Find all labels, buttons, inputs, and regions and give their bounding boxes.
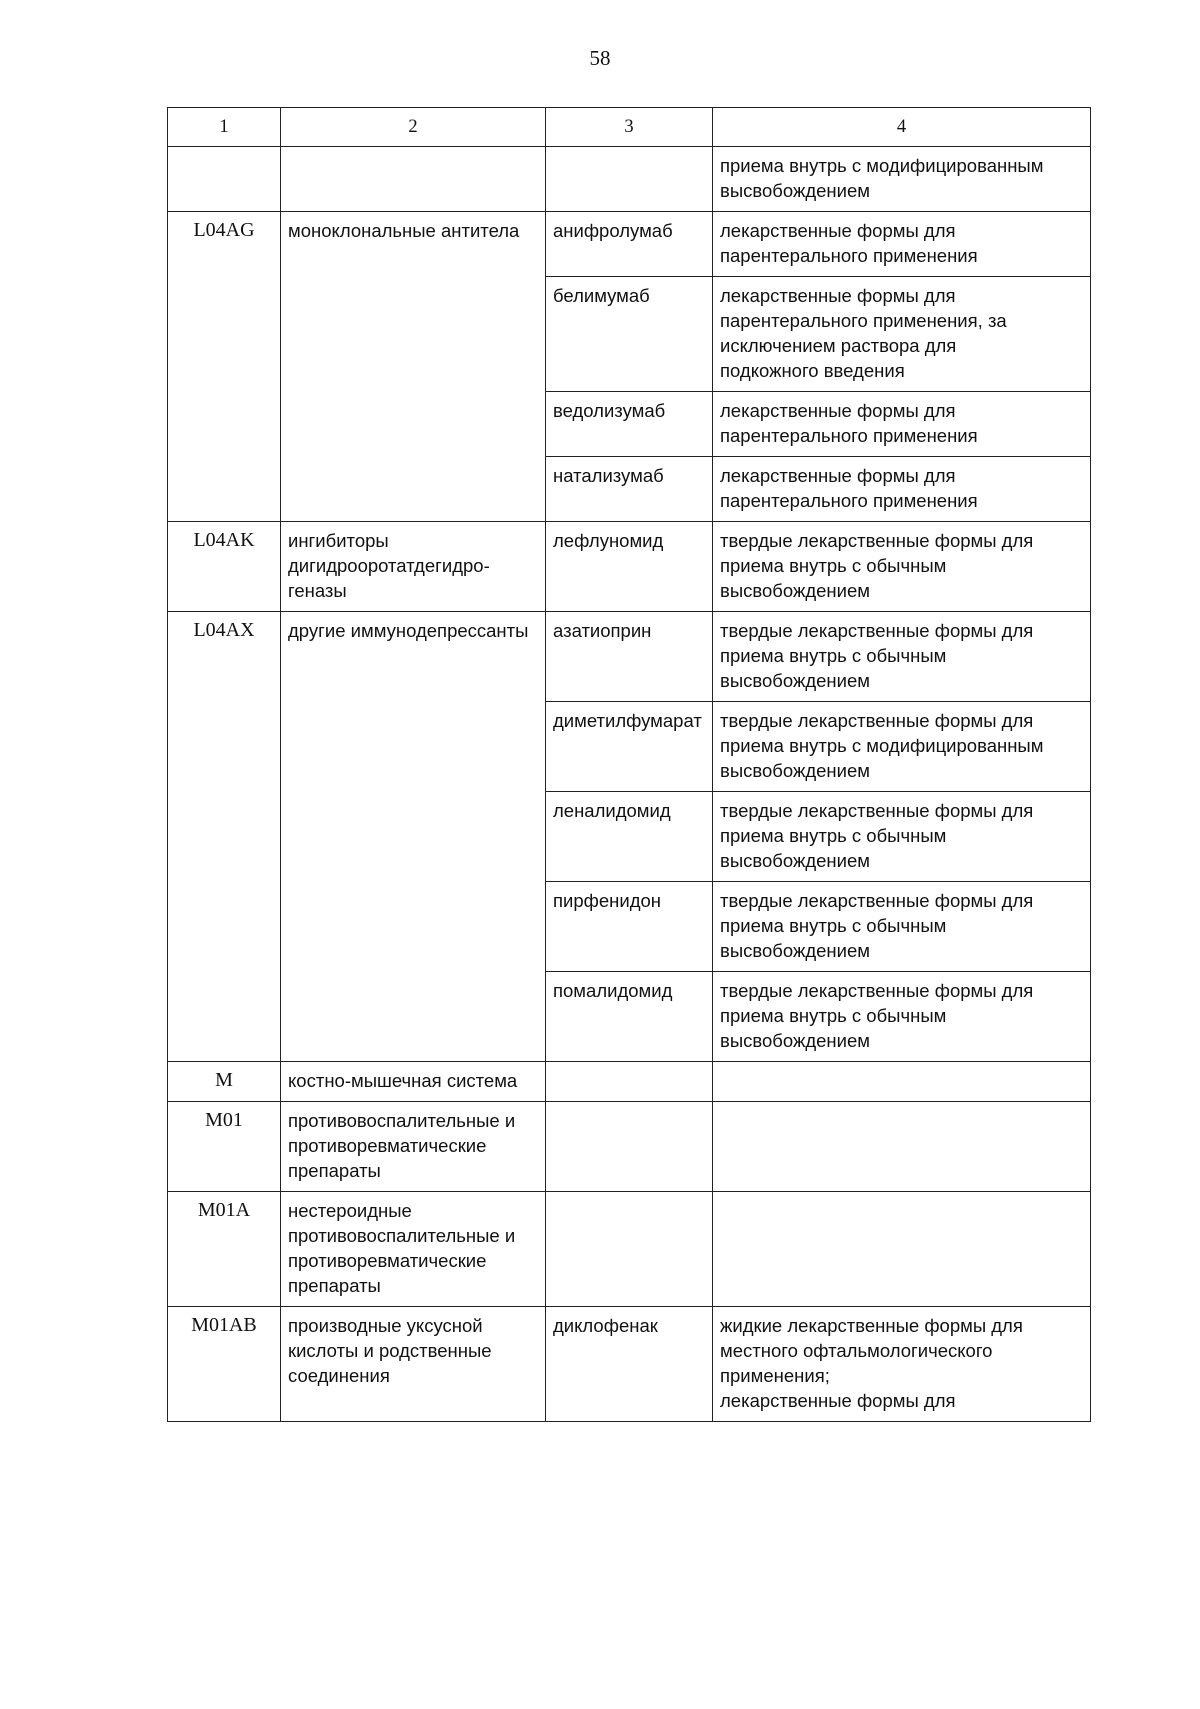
dosage-forms-cell <box>713 1307 1091 1422</box>
dosage-forms-cell <box>713 392 1091 457</box>
table-row <box>168 792 1091 882</box>
drug-name-cell: анифролумаб <box>546 212 713 277</box>
dosage-form-line: подкожного введения <box>720 360 905 381</box>
dosage-forms-cell <box>713 882 1091 972</box>
drug-name-cell: натализумаб <box>546 457 713 522</box>
drug-name-cell: диметилфумарат <box>546 702 713 792</box>
group-name-cell: нестероидные противовоспалительные и противоревматические препараты <box>281 1192 546 1307</box>
dosage-forms-cell <box>713 702 1091 792</box>
dosage-forms-cell <box>713 612 1091 702</box>
table-row <box>168 1062 1091 1102</box>
dosage-form-line: приема внутрь с модифицированным <box>720 155 1044 176</box>
table-row <box>168 1102 1091 1192</box>
group-name-cell <box>281 392 546 457</box>
drug-table <box>167 107 1091 1422</box>
drug-name-cell <box>546 1192 713 1307</box>
atc-code-cell: L04AX <box>168 612 281 702</box>
dosage-form-line: высвобождением <box>720 180 870 201</box>
dosage-form-line: парентерального применения, за <box>720 310 1007 331</box>
dosage-form-line: приема внутрь с модифицированным <box>720 735 1044 756</box>
table-row <box>168 212 1091 277</box>
header-cell: 1 <box>168 108 281 147</box>
dosage-form-line: высвобождением <box>720 580 870 601</box>
dosage-forms-cell <box>713 792 1091 882</box>
atc-code-cell <box>168 277 281 392</box>
header-cell: 2 <box>281 108 546 147</box>
dosage-form-line: жидкие лекарственные формы для <box>720 1315 1023 1336</box>
table-row <box>168 702 1091 792</box>
table-row <box>168 612 1091 702</box>
dosage-form-line: высвобождением <box>720 760 870 781</box>
group-name-cell: противовоспалительные и противоревматические препараты <box>281 1102 546 1192</box>
atc-code-cell <box>168 147 281 212</box>
group-name-cell: ингибиторы дигидрооротатдегидро-геназы <box>281 522 546 612</box>
dosage-form-line: высвобождением <box>720 1030 870 1051</box>
atc-code-cell <box>168 702 281 792</box>
table-row <box>168 972 1091 1062</box>
dosage-form-line: лекарственные формы для <box>720 400 956 421</box>
drug-name-cell <box>546 147 713 212</box>
dosage-form-line: твердые лекарственные формы для <box>720 620 1034 641</box>
dosage-form-line: лекарственные формы для <box>720 1390 956 1411</box>
dosage-form-line: местного офтальмологического <box>720 1340 993 1361</box>
table-row <box>168 277 1091 392</box>
group-name-cell <box>281 457 546 522</box>
dosage-form-line: высвобождением <box>720 850 870 871</box>
table-row <box>168 882 1091 972</box>
atc-code-cell <box>168 392 281 457</box>
table-row <box>168 457 1091 522</box>
table-row <box>168 392 1091 457</box>
dosage-form-line: приема внутрь с обычным <box>720 825 947 846</box>
dosage-forms-cell <box>713 457 1091 522</box>
dosage-form-line: твердые лекарственные формы для <box>720 890 1034 911</box>
atc-code-cell <box>168 882 281 972</box>
dosage-forms-cell <box>713 1102 1091 1192</box>
dosage-form-line: лекарственные формы для <box>720 465 956 486</box>
atc-code-cell: M01A <box>168 1192 281 1307</box>
table-row <box>168 1307 1091 1422</box>
drug-name-cell: помалидомид <box>546 972 713 1062</box>
atc-code-cell: L04AG <box>168 212 281 277</box>
dosage-form-line: высвобождением <box>720 670 870 691</box>
drug-name-cell: белимумаб <box>546 277 713 392</box>
group-name-cell: другие иммунодепрессанты <box>281 612 546 702</box>
table-row <box>168 147 1091 212</box>
dosage-forms-cell <box>713 1192 1091 1307</box>
header-row <box>168 108 1091 147</box>
dosage-form-line: твердые лекарственные формы для <box>720 800 1034 821</box>
dosage-form-line: твердые лекарственные формы для <box>720 710 1034 731</box>
drug-name-cell <box>546 1102 713 1192</box>
atc-code-cell: L04AK <box>168 522 281 612</box>
drug-name-cell: леналидомид <box>546 792 713 882</box>
atc-code-cell <box>168 457 281 522</box>
drug-name-cell: лефлуномид <box>546 522 713 612</box>
table-row <box>168 1192 1091 1307</box>
dosage-form-line: приема внутрь с обычным <box>720 555 947 576</box>
dosage-form-line: лекарственные формы для <box>720 285 956 306</box>
dosage-form-line: приема внутрь с обычным <box>720 645 947 666</box>
dosage-form-line: парентерального применения <box>720 490 978 511</box>
dosage-form-line: лекарственные формы для <box>720 220 956 241</box>
dosage-form-line: твердые лекарственные формы для <box>720 530 1034 551</box>
group-name-cell <box>281 277 546 392</box>
dosage-forms-cell <box>713 147 1091 212</box>
group-name-cell <box>281 147 546 212</box>
group-name-cell <box>281 792 546 882</box>
header-cell: 4 <box>713 108 1091 147</box>
header-cell: 3 <box>546 108 713 147</box>
atc-code-cell <box>168 792 281 882</box>
dosage-forms-cell <box>713 212 1091 277</box>
drug-name-cell: диклофенак <box>546 1307 713 1422</box>
dosage-form-line: приема внутрь с обычным <box>720 915 947 936</box>
dosage-form-line: твердые лекарственные формы для <box>720 980 1034 1001</box>
group-name-cell <box>281 972 546 1062</box>
dosage-form-line: парентерального применения <box>720 245 978 266</box>
drug-name-cell <box>546 1062 713 1102</box>
dosage-form-line: высвобождением <box>720 940 870 961</box>
atc-code-cell <box>168 972 281 1062</box>
table-row <box>168 522 1091 612</box>
page-number: 58 <box>589 46 611 70</box>
group-name-cell: производные уксусной кислоты и родственные соединения <box>281 1307 546 1422</box>
dosage-form-line: парентерального применения <box>720 425 978 446</box>
dosage-forms-cell <box>713 522 1091 612</box>
group-name-cell: костно-мышечная система <box>281 1062 546 1102</box>
atc-code-cell: M01 <box>168 1102 281 1192</box>
dosage-form-line: приема внутрь с обычным <box>720 1005 947 1026</box>
dosage-forms-cell <box>713 972 1091 1062</box>
dosage-form-line: применения; <box>720 1365 830 1386</box>
drug-name-cell: ведолизумаб <box>546 392 713 457</box>
group-name-cell <box>281 702 546 792</box>
dosage-forms-cell <box>713 277 1091 392</box>
atc-code-cell: M <box>168 1062 281 1102</box>
group-name-cell: моноклональные антитела <box>281 212 546 277</box>
group-name-cell <box>281 882 546 972</box>
drug-name-cell: азатиоприн <box>546 612 713 702</box>
drug-name-cell: пирфенидон <box>546 882 713 972</box>
dosage-forms-cell <box>713 1062 1091 1102</box>
atc-code-cell: M01AB <box>168 1307 281 1422</box>
dosage-form-line: исключением раствора для <box>720 335 957 356</box>
